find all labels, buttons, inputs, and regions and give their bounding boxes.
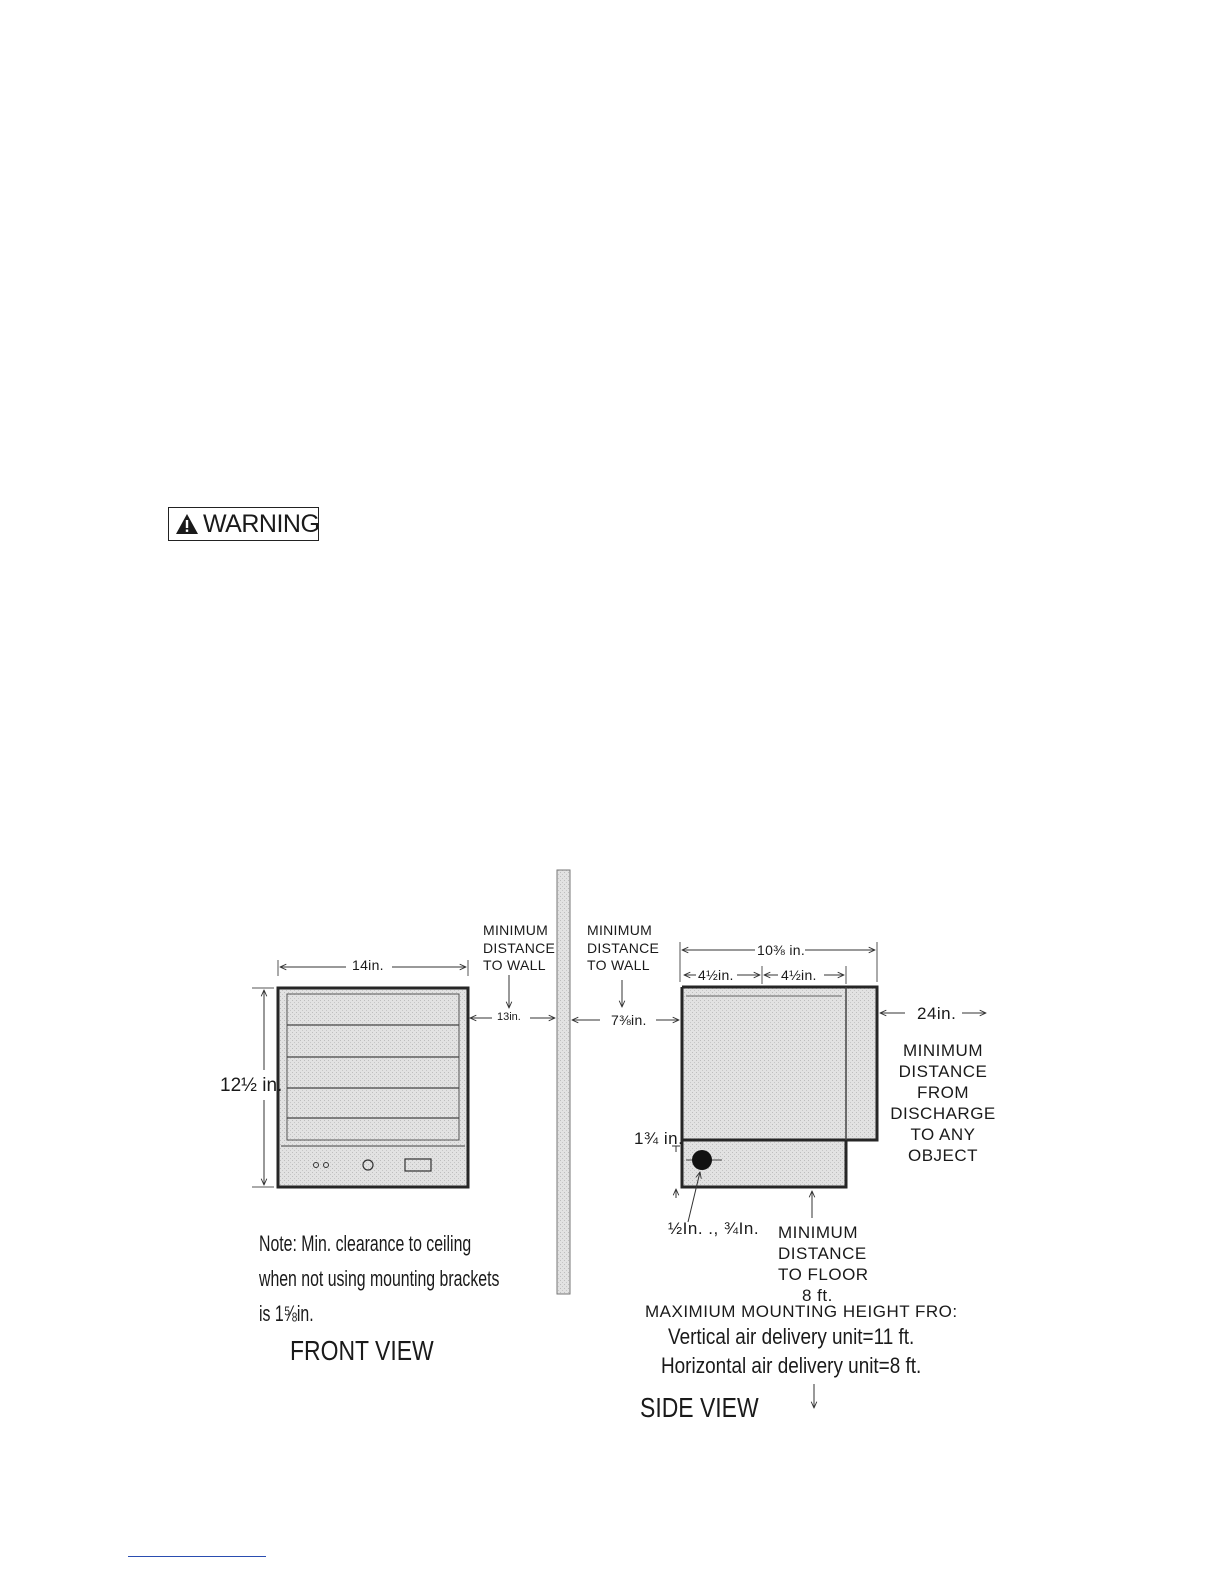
floor-note-line: DISTANCE bbox=[778, 1244, 867, 1264]
side-left-half-label: 4½in. bbox=[698, 967, 734, 983]
floor-note-line: MINIMUM bbox=[778, 1223, 858, 1242]
side-wall-gap-label: 7⅜in. bbox=[611, 1012, 647, 1028]
front-wall-gap-label: 13in. bbox=[497, 1011, 521, 1023]
front-wall-note-line: DISTANCE bbox=[483, 939, 556, 956]
knockout-sizes-label: ½In. ., ¾In. bbox=[668, 1219, 760, 1238]
ceiling-clearance-note bbox=[259, 1226, 499, 1332]
side-wall-note bbox=[587, 922, 659, 975]
wall bbox=[557, 870, 570, 1294]
side-right-half-label: 4½in. bbox=[781, 967, 817, 983]
front-wall-note bbox=[483, 922, 555, 975]
floor-note-line: TO FLOOR bbox=[778, 1265, 869, 1285]
discharge-note-line: OBJECT bbox=[907, 1146, 979, 1166]
front-view-heater bbox=[278, 988, 468, 1187]
warning-label: WARNING bbox=[203, 509, 320, 538]
side-wall-note-line: MINIMUM bbox=[587, 922, 653, 938]
side-view-title: SIDE VIEW bbox=[640, 1392, 759, 1423]
side-view-heater bbox=[682, 987, 877, 1187]
front-wall-note-line: MINIMUM bbox=[483, 922, 549, 938]
discharge-note-line: TO ANY bbox=[910, 1125, 976, 1145]
footer-rule bbox=[128, 1556, 266, 1557]
front-height-label: 12½ in. bbox=[220, 1075, 283, 1096]
front-width-label: 14in. bbox=[352, 957, 384, 973]
discharge-distance-label: 24in. bbox=[917, 1004, 957, 1023]
front-view-title: FRONT VIEW bbox=[290, 1335, 434, 1366]
discharge-note-line: DISCHARGE bbox=[890, 1104, 996, 1124]
mounting-height-title: MAXIMIUM MOUNTING HEIGHT FRO: bbox=[645, 1302, 958, 1321]
floor-note-line: 8 ft. bbox=[802, 1286, 833, 1306]
side-wall-note-line: TO WALL bbox=[587, 957, 650, 973]
ceiling-note-line: when not using mounting brackets bbox=[259, 1266, 500, 1292]
discharge-note-line: DISTANCE bbox=[898, 1062, 988, 1082]
floor-note bbox=[778, 1222, 869, 1306]
discharge-note bbox=[889, 1040, 997, 1166]
side-wall-note-line: DISTANCE bbox=[587, 939, 660, 956]
knockout-height-label: 1¾ in. bbox=[634, 1129, 684, 1148]
knockout-hole bbox=[692, 1150, 712, 1170]
ceiling-note-line: Note: Min. clearance to ceiling bbox=[259, 1231, 472, 1256]
discharge-note-line: MINIMUM bbox=[903, 1041, 983, 1060]
ceiling-note-line: is 1⅝in. bbox=[259, 1301, 314, 1327]
mounting-horizontal: Horizontal air delivery unit=8 ft. bbox=[661, 1353, 922, 1378]
front-wall-note-line: TO WALL bbox=[483, 957, 546, 973]
discharge-note-line: FROM bbox=[916, 1083, 970, 1103]
mounting-vertical: Vertical air delivery unit=11 ft. bbox=[668, 1324, 915, 1349]
side-depth-label: 10⅜ in. bbox=[757, 942, 806, 958]
